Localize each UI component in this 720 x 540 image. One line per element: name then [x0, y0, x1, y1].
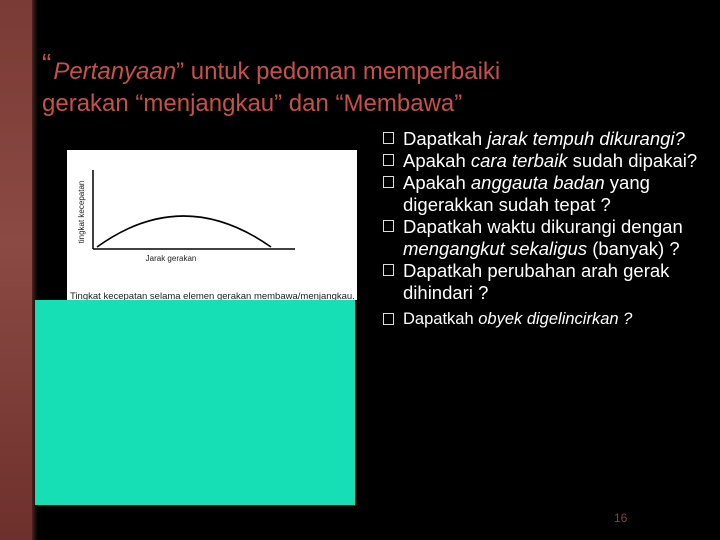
question-text-part: Dapatkah [403, 310, 479, 328]
title-line1-rest: ” untuk pedoman memperbaiki [176, 58, 501, 85]
figure-y-label: tingkat kecepatan [77, 180, 86, 244]
question-text-part: mengangkut sekaligus [403, 238, 588, 259]
question-text-part: obyek digelincirkan ? [478, 310, 633, 328]
question-item [383, 128, 703, 150]
figure-caption: Tingkat kecepatan selama elemen gerakan membawa/menjangkau. [70, 291, 355, 300]
left-decorative-band [0, 0, 32, 540]
question-text-part: Dapatkah waktu dikurangi dengan [403, 216, 683, 237]
figure-curve [97, 216, 271, 247]
question-item [383, 172, 703, 216]
question-text-part: (banyak) ? [587, 238, 680, 259]
question-list [383, 128, 703, 330]
checkbox-bullet-icon [383, 176, 394, 188]
question-text-part: anggauta badan [470, 172, 605, 193]
checkbox-bullet-icon [383, 154, 394, 166]
page-number: 16 [614, 511, 628, 525]
teal-overlay-box [35, 300, 355, 505]
question-item [383, 308, 703, 330]
question-text-part: Dapatkah [403, 128, 488, 149]
question-item [383, 216, 703, 260]
title-italic-word: Pertanyaan [53, 58, 177, 85]
checkbox-bullet-icon [383, 220, 394, 232]
question-text-part: Apakah [403, 172, 471, 193]
speed-distance-figure [67, 150, 357, 300]
checkbox-bullet-icon [383, 132, 394, 144]
title-line2: gerakan “menjangkau” dan “Membawa” [42, 90, 463, 117]
question-text-part: jarak tempuh dikurangi? [487, 128, 685, 149]
figure-x-label: Jarak gerakan [145, 254, 197, 263]
question-item [383, 260, 703, 304]
question-text-part: cara terbaik [470, 150, 568, 171]
checkbox-bullet-icon [383, 264, 394, 276]
question-text-part: Dapatkah perubahan arah gerak dihindari ? [403, 260, 670, 303]
question-text-part: Apakah [403, 150, 471, 171]
slide-title [42, 48, 682, 120]
figure-svg [67, 150, 357, 300]
question-item [383, 150, 703, 172]
title-open-quote: “ [42, 48, 52, 79]
question-text-part: yang digerakkan sudah tepat ? [403, 172, 650, 215]
question-text-part: sudah dipakai? [567, 150, 698, 171]
checkbox-bullet-icon [383, 313, 394, 325]
